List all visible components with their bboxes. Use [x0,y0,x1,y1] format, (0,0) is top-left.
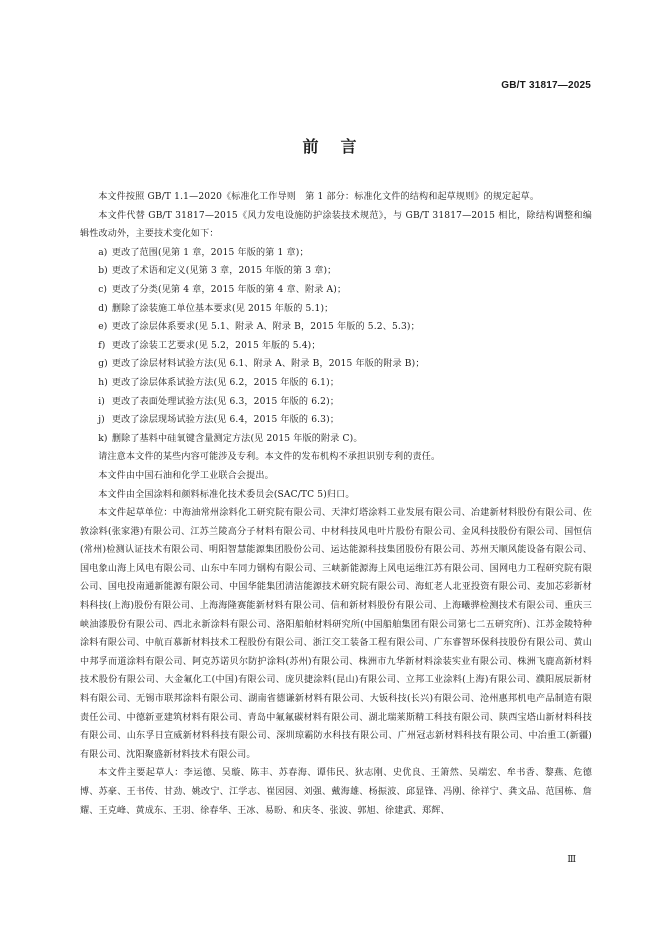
page-title: 前 言 [302,137,360,156]
paragraph-drafters: 本文件主要起草人：李运德、吴璇、陈丰、苏春海、谭伟民、狄志刚、史优良、王箫然、吴端宏、牟书香、黎燕、危德博、苏豪、王书传、甘劲、姚改宁、江学志、崔园园、刘强、戴海雄、杨振波、邱显锋、冯刚、徐祥宁、龚文品、范国栋、詹耀、王克峰、黄成东、王羽、徐春华、王冰、易盼、和庆冬、张波、郭旭、徐建武、郑辉、 [80,768,592,816]
list-marker: k) [98,433,108,444]
list-item [80,355,592,374]
paragraph-drafting-rules: 本文件按照 GB/T 1.1—2020《标准化工作导则 第 1 部分：标准化文件的结构和起草规则》的规定起草。 [98,192,540,202]
list-item-text: 更改了表面处理试验方法(见 6.3，2015 年版的 6.2)； [111,396,340,407]
list-marker: c) [98,284,108,295]
changes-list [80,244,592,449]
list-marker: j) [98,415,105,426]
list-marker: g) [98,359,108,370]
list-item [80,337,592,356]
paragraph-drafting-units: 本文件起草单位：中海油常州涂料化工研究院有限公司、天津灯塔涂料工业发展有限公司、冶建新材料股份有限公司、佐敦涂料(张家港)有限公司、江苏兰陵高分子材料有限公司、中材科技风电叶片股份有限公司、金风科技股份有限公司、国恒信(常州)检测认证技术有限公司、明阳智慧能源集团股份公司、运达能源科技集团股份有限公司、苏州天顺风能设备有限公司、国电象山海上风电有限公司、山东中车同力钢构有限公司、三峡新能源海上风电运维江苏有限公司、国网电力工程研究院有限公司、国电投南通新能源有限公司、中国华能集团清洁能源技术研究院有限公司、海虹老人北亚投资有限公司、麦加芯彩新材料科技(上海)股份有限公司、上海海隆赛能新材料有限公司、信和新材料股份有限公司、上海曦骅检测技术有限公司、重庆三峡油漆股份有限公司、西北永新涂料有限公司、洛阳船舶材料研究所(中国船舶集团有限公司第七二五研究所)、江苏金陵特种涂料有限公司、中航百慕新材料技术工程股份有限公司、浙江交工装备工程有限公司、广东睿智环保科技股份有限公司、黄山中邦孚而道涂料有限公司、阿克苏诺贝尔防护涂料(苏州)有限公司、株洲市九华新材料涂装实业有限公司、株洲飞鹿高新材料技术股份有限公司、大金氟化工(中国)有限公司、庞贝捷涂料(昆山)有限公司、立邦工业涂料(上海)有限公司、濮阳展辰新材料有限公司、无锡市联邦涂料有限公司、湖南省德谦新材料有限公司、大钣科技(长兴)有限公司、沧州惠邦机电产品制造有限责任公司、中德新亚建筑材料有限公司、青岛中氟氟碳材料有限公司、湖北瑞莱斯精工科技有限公司、陕西宝塔山新材料科技有限公司、山东孚日宣威新材料科技有限公司、深圳琼霸防水科技有限公司、广州冠志新材料科技有限公司、中冶重工(新疆)有限公司、沈阳聚盛新材料技术有限公司。 [80,508,592,760]
list-item [80,318,592,337]
list-item-text: 更改了涂层现场试验方法(见 6.4，2015 年版的 6.3)； [111,415,340,426]
list-item [80,393,592,412]
list-item-text: 更改了涂层材料试验方法(见 6.1、附录 A、附录 B，2015 年版的附录 B)； [111,359,425,370]
paragraph-replaces: 本文件代替 GB/T 31817—2015《风力发电设施防护涂装技术规范》，与 GB/T 31817—2015 相比，除结构调整和编辑性改动外，主要技术变化如下： [80,210,592,240]
list-marker: h) [98,377,108,388]
list-item [80,411,592,430]
list-item-text: 更改了术语和定义(见第 3 章，2015 年版的第 3 章)； [111,266,337,277]
list-item [80,281,592,300]
list-item-text: 删除了基料中硅氧键含量测定方法(见 2015 年版的附录 C)。 [111,433,363,444]
standard-code: GB/T 31817—2025 [501,80,591,91]
list-item-text: 更改了涂层体系要求(见 5.1、附录 A、附录 B，2015 年版的 5.2、5.3)； [111,322,420,333]
paragraph-patent-notice: 请注意本文件的某些内容可能涉及专利。本文件的发布机构不承担识别专利的责任。 [98,452,441,463]
list-marker: b) [98,266,108,277]
list-marker: d) [98,303,108,314]
list-item [80,244,592,263]
list-item-text: 更改了涂装工艺要求(见 5.2，2015 年版的 5.4)； [111,340,321,351]
paragraph-proposer: 本文件由中国石油和化学工业联合会提出。 [98,470,274,481]
list-marker: a) [98,247,108,258]
list-item [80,300,592,319]
list-item [80,262,592,281]
page-number: Ⅲ [567,855,576,865]
list-item-text: 删除了涂装施工单位基本要求(见 2015 年版的 5.1)； [111,303,334,314]
list-marker: f) [98,340,106,351]
paragraph-committee: 本文件由全国涂料和颜料标准化技术委员会(SAC/TC 5)归口。 [98,489,355,500]
list-marker: e) [98,322,108,333]
list-marker: i) [98,396,105,407]
list-item [80,430,592,449]
list-item-text: 更改了涂层体系试验方法(见 6.2，2015 年版的 6.1)； [111,377,340,388]
list-item-text: 更改了范围(见第 1 章，2015 年版的第 1 章)； [111,247,309,258]
document-body [80,188,592,820]
list-item [80,374,592,393]
list-item-text: 更改了分类(见第 4 章，2015 年版的第 4 章、附录 A)； [111,284,347,295]
